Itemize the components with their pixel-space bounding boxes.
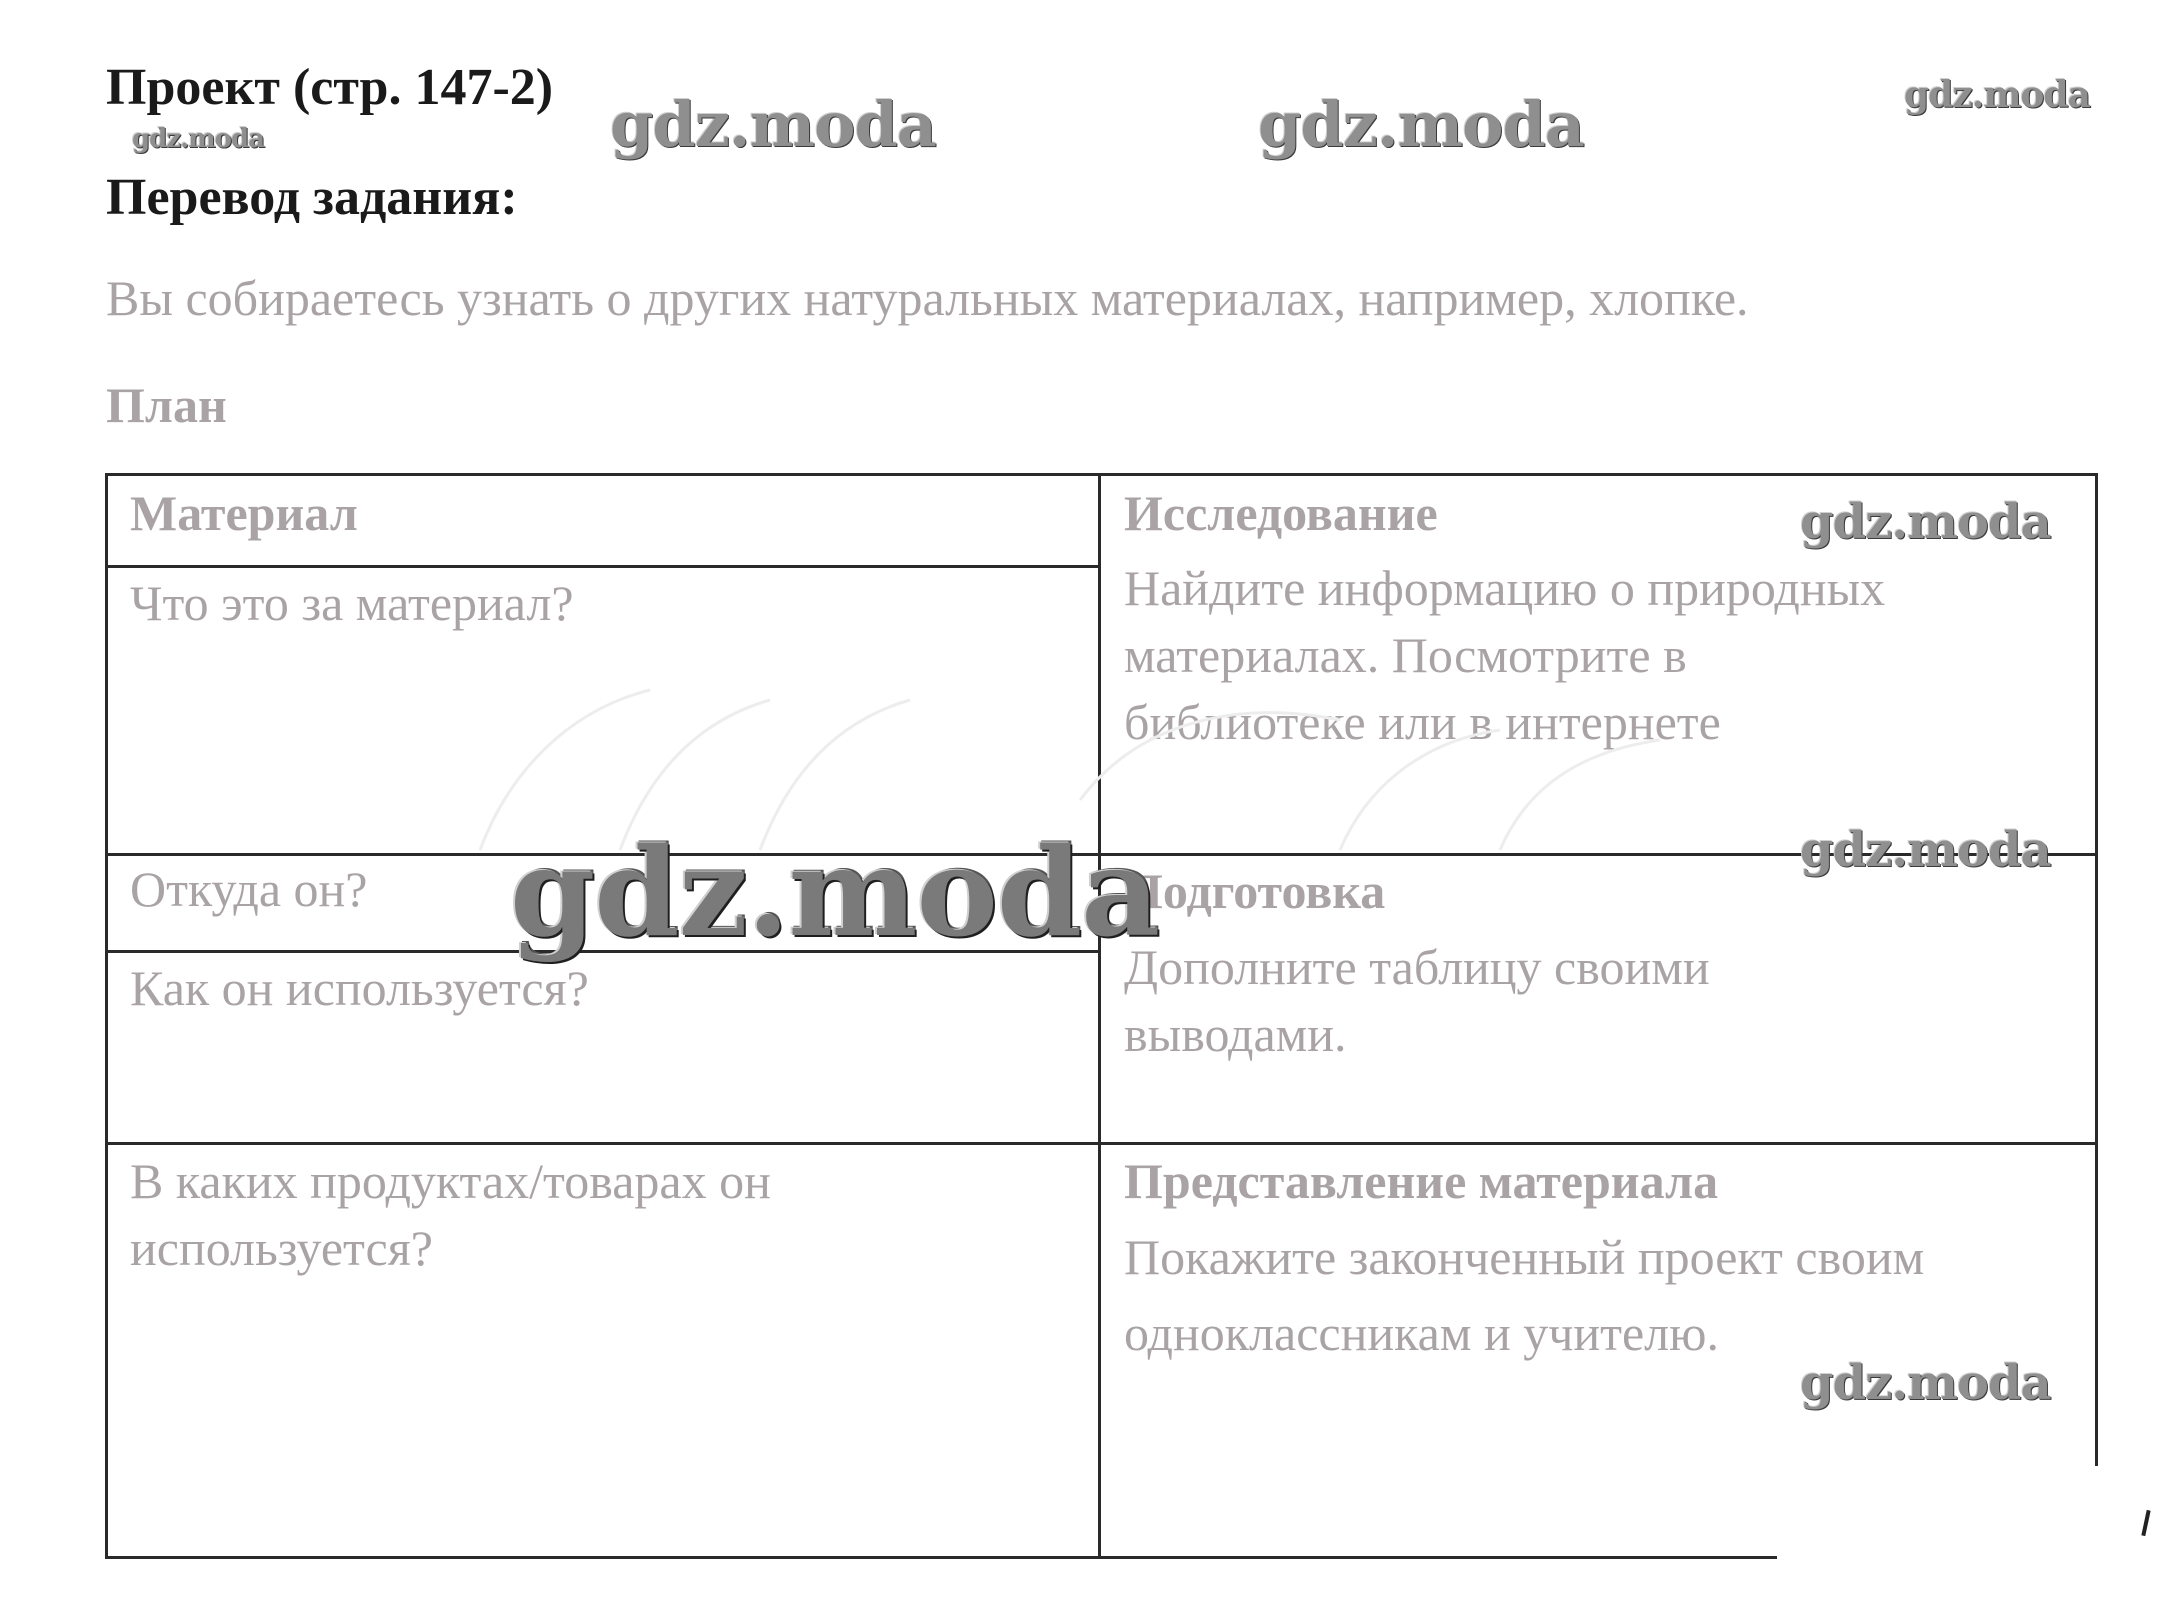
where-from-question: Откуда он?	[130, 861, 368, 917]
research-text-line2: материалах. Посмотрите в	[1124, 627, 1687, 683]
task-text: Вы собираетесь узнать о других натуральных материалах, например, хлопке.	[106, 270, 1749, 326]
watermark-presentation-cell: gdz.moda	[1800, 1355, 2051, 1411]
page-subtitle: Перевод задания:	[106, 169, 518, 226]
presentation-text-line2: одноклассникам и учителю.	[1124, 1305, 1719, 1361]
preparation-text-line1: Дополните таблицу своими	[1124, 939, 1710, 995]
watermark-small-top-left: gdz.moda	[132, 124, 265, 154]
table-row-line-products	[105, 1142, 2098, 1145]
presentation-text-line1: Покажите законченный проект своим	[1124, 1229, 1925, 1285]
watermark-research-cell: gdz.moda	[1800, 494, 2051, 550]
what-is-it-question: Что это за материал?	[130, 575, 574, 631]
table-border-top	[105, 473, 2098, 476]
products-question-line2: используется?	[130, 1220, 433, 1276]
page-title: Проект (стр. 147-2)	[106, 59, 554, 116]
watermark-top-2: gdz.moda	[1258, 88, 1584, 161]
table-border-left	[105, 473, 108, 1559]
research-text-line1: Найдите информацию о природных	[1124, 560, 1886, 616]
table-row-line-material	[105, 565, 1101, 568]
preparation-heading: Подготовка	[1124, 863, 1386, 919]
presentation-heading: Представление материала	[1124, 1153, 1719, 1209]
table-border-bottom	[105, 1556, 1777, 1559]
scan-mark	[2141, 1510, 2150, 1536]
research-text-line3: библиотеке или в интернете	[1124, 694, 1721, 750]
table-border-right	[2095, 473, 2098, 1466]
products-question-line1: В каких продуктах/товарах он	[130, 1153, 771, 1209]
table-divider-middle	[1098, 473, 1101, 1559]
material-heading: Материал	[130, 485, 358, 541]
preparation-text-line2: выводами.	[1124, 1006, 1347, 1062]
watermark-research-cell-bottom: gdz.moda	[1800, 822, 2051, 878]
how-used-question: Как он используется?	[130, 960, 589, 1016]
watermark-top-right: gdz.moda	[1904, 74, 2090, 116]
research-heading: Исследование	[1124, 485, 1438, 541]
watermark-center-large: gdz.moda	[510, 820, 1160, 964]
watermark-top-1: gdz.moda	[610, 88, 936, 161]
plan-label: План	[106, 377, 227, 433]
